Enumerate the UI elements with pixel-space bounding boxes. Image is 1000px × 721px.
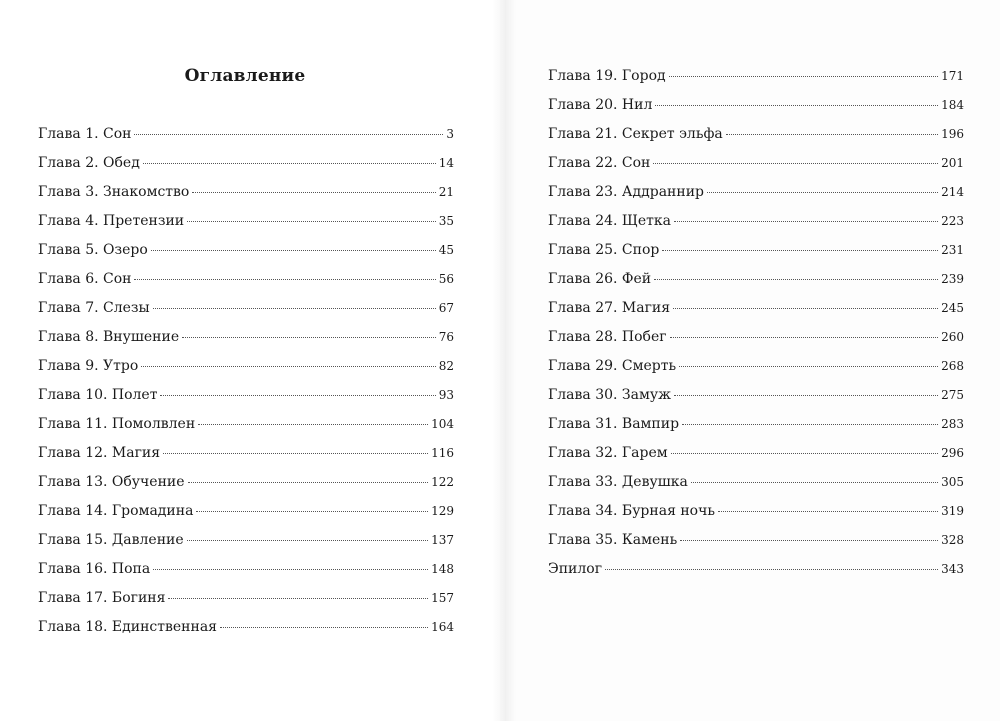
- toc-entry-title: Глава 8. Внушение: [38, 329, 180, 345]
- toc-entry: [548, 68, 964, 97]
- toc-entry: [548, 416, 964, 445]
- toc-entry-page-number: 343: [941, 562, 964, 576]
- dot-leader: [188, 482, 429, 483]
- toc-entry: [38, 561, 454, 590]
- toc-entry-page-number: 283: [941, 417, 964, 431]
- toc-entry: [548, 271, 964, 300]
- toc-entry-title: Глава 23. Аддраннир: [548, 184, 705, 200]
- toc-entry-page-number: 76: [438, 330, 454, 344]
- toc-entry-page-number: 275: [941, 388, 964, 402]
- dot-leader: [143, 163, 436, 164]
- toc-entry-title: Глава 15. Давление: [38, 532, 184, 548]
- dot-leader: [134, 134, 443, 135]
- dot-leader: [718, 511, 938, 512]
- toc-entry-page-number: 296: [941, 446, 964, 460]
- dot-leader: [673, 308, 938, 309]
- toc-entry: [548, 358, 964, 387]
- toc-entry: [548, 126, 964, 155]
- toc-entry-title: Глава 5. Озеро: [38, 242, 148, 258]
- dot-leader: [153, 569, 428, 570]
- toc-entry-title: Глава 32. Гарем: [548, 445, 668, 461]
- dot-leader: [160, 395, 435, 396]
- toc-entry-page-number: 116: [431, 446, 454, 460]
- toc-entry-title: Эпилог: [548, 561, 603, 577]
- toc-entry-title: Глава 24. Щетка: [548, 213, 672, 229]
- toc-entry-page-number: 35: [438, 214, 454, 228]
- toc-entry-page-number: 239: [941, 272, 964, 286]
- dot-leader: [691, 482, 938, 483]
- dot-leader: [220, 627, 428, 628]
- dot-leader: [707, 192, 938, 193]
- toc-entry-page-number: 157: [431, 591, 454, 605]
- toc-entry: [38, 155, 454, 184]
- toc-entry-page-number: 93: [438, 388, 454, 402]
- toc-entry-page-number: 196: [941, 127, 964, 141]
- toc-entry: [38, 271, 454, 300]
- toc-title: Оглавление: [184, 66, 306, 86]
- toc-entry-title: Глава 12. Магия: [38, 445, 161, 461]
- toc-entry-title: Глава 22. Сон: [548, 155, 651, 171]
- toc-entry-title: Глава 25. Спор: [548, 242, 660, 258]
- toc-entry-page-number: 223: [941, 214, 964, 228]
- dot-leader: [670, 337, 939, 338]
- dot-leader: [141, 366, 435, 367]
- toc-entry: [38, 590, 454, 619]
- dot-leader: [662, 250, 938, 251]
- toc-entry: [38, 532, 454, 561]
- toc-entry: [548, 503, 964, 532]
- toc-entry-title: Глава 14. Громадина: [38, 503, 194, 519]
- dot-leader: [134, 279, 435, 280]
- toc-entry: [38, 242, 454, 271]
- toc-entry-page-number: 260: [941, 330, 964, 344]
- toc-entry-title: Глава 6. Сон: [38, 271, 132, 287]
- dot-leader: [679, 366, 938, 367]
- toc-entry-page-number: 319: [941, 504, 964, 518]
- dot-leader: [674, 395, 938, 396]
- toc-entry-page-number: 184: [941, 98, 964, 112]
- toc-entry-page-number: 305: [941, 475, 964, 489]
- dot-leader: [198, 424, 428, 425]
- toc-entry-title: Глава 2. Обед: [38, 155, 140, 171]
- toc-entry-page-number: 214: [941, 185, 964, 199]
- dot-leader: [182, 337, 436, 338]
- toc-entry-page-number: 201: [941, 156, 964, 170]
- toc-entry-title: Глава 31. Вампир: [548, 416, 680, 432]
- toc-entry-page-number: 171: [941, 69, 964, 83]
- dot-leader: [682, 424, 938, 425]
- toc-entry: [38, 416, 454, 445]
- toc-entry-page-number: 14: [438, 156, 454, 170]
- toc-entry-page-number: 82: [438, 359, 454, 373]
- toc-entry: [548, 242, 964, 271]
- dot-leader: [187, 221, 436, 222]
- dot-leader: [654, 279, 938, 280]
- dot-leader: [655, 105, 938, 106]
- toc-entry-page-number: 45: [438, 243, 454, 257]
- toc-entry: [38, 213, 454, 242]
- dot-leader: [674, 221, 938, 222]
- dot-leader: [669, 76, 938, 77]
- toc-entry-title: Глава 16. Попа: [38, 561, 151, 577]
- toc-entry-title: Глава 29. Смерть: [548, 358, 677, 374]
- toc-entry-page-number: 56: [438, 272, 454, 286]
- toc-entry-title: Глава 35. Камень: [548, 532, 678, 548]
- dot-leader: [187, 540, 428, 541]
- toc-entry-page-number: 268: [941, 359, 964, 373]
- toc-entry: [38, 358, 454, 387]
- toc-entry-title: Глава 13. Обучение: [38, 474, 185, 490]
- toc-entry-page-number: 3: [446, 127, 454, 141]
- page-gutter: [492, 0, 516, 721]
- toc-entry-title: Глава 4. Претензии: [38, 213, 185, 229]
- toc-entry: [548, 300, 964, 329]
- toc-entry: [38, 503, 454, 532]
- toc-entry-title: Глава 26. Фей: [548, 271, 652, 287]
- toc-entry-title: Глава 1. Сон: [38, 126, 132, 142]
- toc-entry-title: Глава 7. Слезы: [38, 300, 150, 316]
- dot-leader: [726, 134, 938, 135]
- toc-entry-title: Глава 20. Нил: [548, 97, 653, 113]
- toc-column-right: [548, 68, 964, 590]
- dot-leader: [680, 540, 938, 541]
- dot-leader: [168, 598, 428, 599]
- toc-entry: [548, 387, 964, 416]
- dot-leader: [653, 163, 938, 164]
- toc-entry-page-number: 164: [431, 620, 454, 634]
- toc-entry-title: Глава 28. Побег: [548, 329, 667, 345]
- toc-entry: [38, 619, 454, 648]
- toc-entry: [38, 300, 454, 329]
- toc-entry-title: Глава 17. Богиня: [38, 590, 166, 606]
- toc-entry: [38, 474, 454, 503]
- toc-entry-title: Глава 21. Секрет эльфа: [548, 126, 723, 142]
- toc-entry: [548, 213, 964, 242]
- toc-entry: [548, 97, 964, 126]
- dot-leader: [605, 569, 938, 570]
- toc-entry: [548, 329, 964, 358]
- toc-entry: [38, 184, 454, 213]
- toc-entry-page-number: 231: [941, 243, 964, 257]
- toc-entry-page-number: 245: [941, 301, 964, 315]
- toc-entry: [38, 445, 454, 474]
- toc-entry: [548, 445, 964, 474]
- toc-entry-page-number: 104: [431, 417, 454, 431]
- toc-entry: [548, 532, 964, 561]
- toc-entry-title: Глава 11. Помолвлен: [38, 416, 196, 432]
- toc-entry-title: Глава 9. Утро: [38, 358, 139, 374]
- toc-entry: [548, 155, 964, 184]
- toc-entry-title: Глава 10. Полет: [38, 387, 158, 403]
- dot-leader: [153, 308, 436, 309]
- toc-entry-title: Глава 30. Замуж: [548, 387, 671, 403]
- toc-entry: [548, 184, 964, 213]
- dot-leader: [163, 453, 428, 454]
- toc-entry: [548, 474, 964, 503]
- toc-entry-page-number: 148: [431, 562, 454, 576]
- toc-entry-title: Глава 34. Бурная ночь: [548, 503, 715, 519]
- toc-entry-title: Глава 3. Знакомство: [38, 184, 190, 200]
- toc-entry-page-number: 129: [431, 504, 454, 518]
- toc-entry-page-number: 21: [438, 185, 454, 199]
- toc-entry-page-number: 122: [431, 475, 454, 489]
- toc-entry-page-number: 328: [941, 533, 964, 547]
- toc-column-left: [38, 126, 454, 648]
- dot-leader: [192, 192, 435, 193]
- toc-entry: [548, 561, 964, 590]
- toc-entry: [38, 126, 454, 155]
- toc-entry-title: Глава 18. Единственная: [38, 619, 217, 635]
- toc-entry-page-number: 137: [431, 533, 454, 547]
- toc-entry: [38, 387, 454, 416]
- dot-leader: [671, 453, 938, 454]
- dot-leader: [196, 511, 428, 512]
- toc-entry-title: Глава 27. Магия: [548, 300, 671, 316]
- toc-entry-title: Глава 19. Город: [548, 68, 666, 84]
- toc-entry-page-number: 67: [438, 301, 454, 315]
- dot-leader: [151, 250, 436, 251]
- toc-entry-title: Глава 33. Девушка: [548, 474, 688, 490]
- toc-entry: [38, 329, 454, 358]
